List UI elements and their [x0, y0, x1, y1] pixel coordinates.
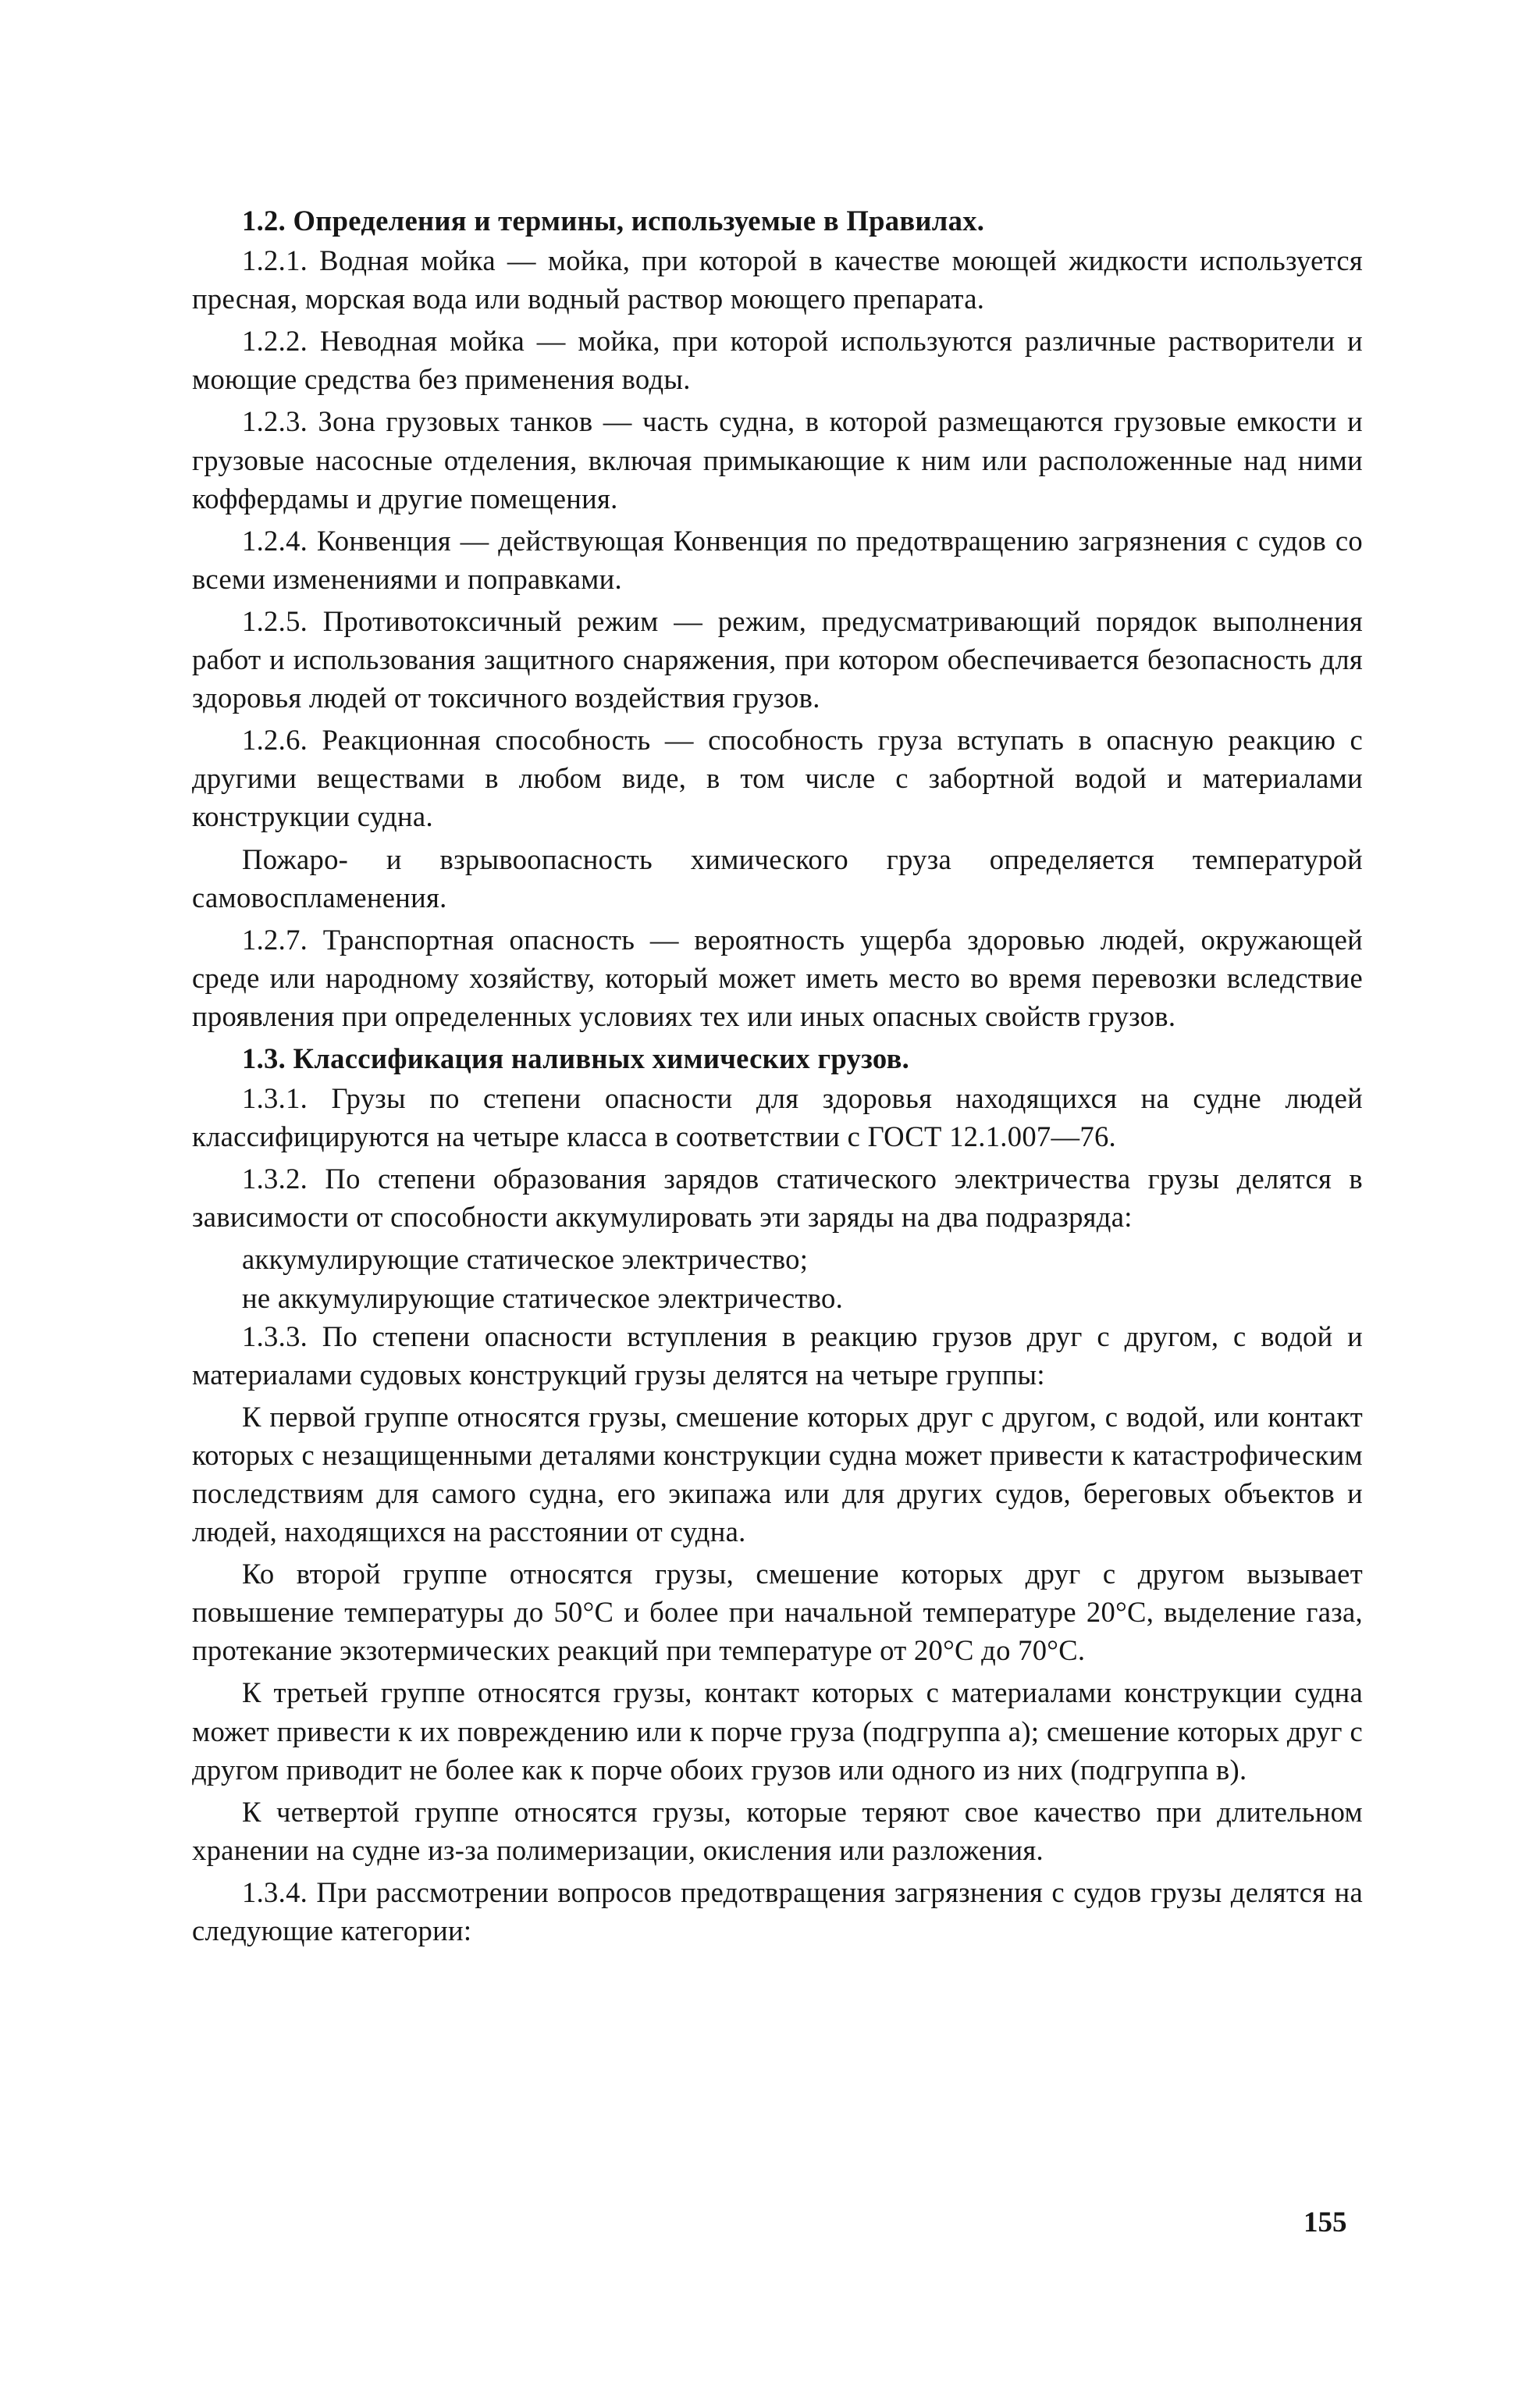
list-item-accumulating: аккумулирующие статическое электричество; [242, 1243, 809, 1276]
paragraph-1-2-4: 1.2.4. Конвенция — действующая Конвенция по предотвращению загрязнения с судов со всеми изменениями и поправками. [192, 524, 1363, 595]
paragraph-1-3-2: 1.3.2. По степени образования зарядов статического электричества грузы делятся в зависимости от способности аккумулировать эти заряды на два подразряда: [192, 1163, 1363, 1234]
paragraph-1-2-5: 1.2.5. Противотоксичный режим — режим, предусматривающий порядок выполнения работ и использования защитного снаряжения, при котором обеспечивается безопасность для здоровья людей от токсичного воздействия грузов. [192, 604, 1363, 714]
paragraph-1-2-1: 1.2.1. Водная мойка — мойка, при которой в качестве моющей жидкости используется пресная, морская вода или водный раствор моющего препарата. [192, 244, 1363, 315]
paragraph-group-4: К четвертой группе относятся грузы, которые теряют свое качество при длительном хранении на судне из-за полимеризации, окисления или разложения. [192, 1795, 1363, 1866]
paragraph-1-2-6: 1.2.6. Реакционная способность — способность груза вступать в опасную реакцию с другими веществами в любом виде, в том числе с забортной водой и материалами конструкции судна. [192, 724, 1363, 833]
paragraph-1-3-3: 1.3.3. По степени опасности вступления в реакцию грузов друг с другом, с водой и материалами судовых конструкций грузы делятся на четыре группы: [192, 1320, 1363, 1391]
section-heading-1-2: 1.2. Определения и термины, используемые в Правилах. [242, 205, 985, 237]
section-heading-1-3: 1.3. Классификация наливных химических грузов. [242, 1042, 910, 1074]
paragraph-group-2: Ко второй группе относятся грузы, смешение которых друг с другом вызывает повышение температуры до 50°С и более при начальной температуре 20°С, выделение газа, протекание экзотермических реакций при температуре от 20°С до 70°С. [192, 1558, 1363, 1667]
paragraph-group-1: К первой группе относятся грузы, смешение которых друг с другом, с водой, или контакт которых с незащищенными деталями конструкции судна может привести к катастрофическим последствиям для самого судна, его экипажа или для других судов, береговых объектов и людей, находящихся на расстоянии от судна. [192, 1400, 1363, 1548]
paragraph-1-2-3: 1.2.3. Зона грузовых танков — часть судна, в которой размещаются грузовые емкости и грузовые насосные отделения, включая примыкающие к ним или расположенные над ними коффердамы и другие помещения. [192, 405, 1363, 515]
page-body [192, 201, 1363, 1954]
paragraph-1-3-4: 1.3.4. При рассмотрении вопросов предотвращения загрязнения с судов грузы делятся на следующие категории: [192, 1875, 1363, 1947]
list-item-non-accumulating: не аккумулирующие статическое электричество. [242, 1281, 844, 1314]
paragraph-1-3-1: 1.3.1. Грузы по степени опасности для здоровья находящихся на судне людей классифицируются на четыре класса в соответствии с ГОСТ 12.1.007—76. [192, 1082, 1363, 1153]
paragraph-1-2-7: 1.2.7. Транспортная опасность — вероятность ущерба здоровью людей, окружающей среде или народному хозяйству, который может иметь место во время перевозки вследствие проявления при определенных условиях тех или иных опасных свойств грузов. [192, 923, 1363, 1032]
paragraph-group-3: К третьей группе относятся грузы, контакт которых с материалами конструкции судна может привести к их повреждению или к порче груза (подгруппа а); смешение которых друг с другом приводит не более как к порче обоих грузов или одного из них (подгруппа в). [192, 1676, 1363, 1786]
page-number: 155 [1303, 2206, 1347, 2239]
paragraph-fire-hazard: Пожаро- и взрывоопасность химического груза определяется температурой самовоспламенения. [192, 842, 1363, 914]
paragraph-1-2-2: 1.2.2. Неводная мойка — мойка, при которой используются различные растворители и моющие средства без применения воды. [192, 325, 1363, 396]
